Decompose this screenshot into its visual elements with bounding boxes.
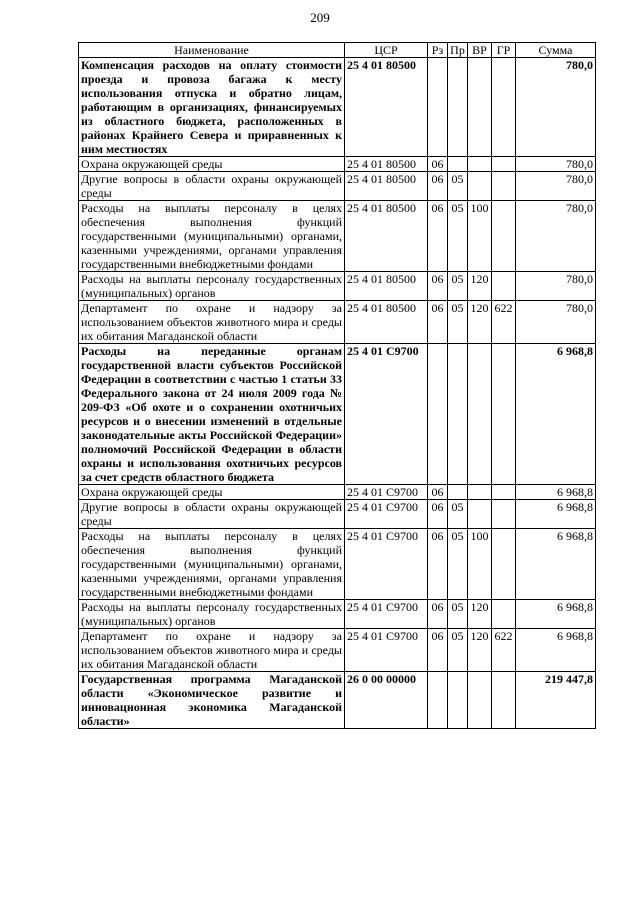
cell-vr: 100 [468, 529, 492, 600]
table-row [79, 272, 596, 301]
cell-vr [468, 157, 492, 172]
cell-name: Охрана окружающей среды [79, 157, 345, 172]
cell-name: Расходы на переданные органам государственной власти субъектов Российской Федерации в соответствии с частью 1 статьи 33 Федерального закона от 24 июля 2009 года № 209-ФЗ «Об охоте и о сохранении охотничьих ресурсов и о внесении изменений в отдельные законодательные акты Российской Федерации» полномочий Российской Федерации в области охраны и использования охотничьих ресурсов за счет средств областного бюджета [79, 344, 345, 485]
cell-rz: 06 [428, 600, 448, 629]
table-row [79, 629, 596, 672]
table-row [79, 672, 596, 729]
cell-csr: 25 4 01 80500 [345, 272, 428, 301]
cell-vr: 120 [468, 272, 492, 301]
cell-csr: 25 4 01 С9700 [345, 485, 428, 500]
cell-sum: 780,0 [516, 272, 596, 301]
table-row [79, 172, 596, 201]
cell-csr: 25 4 01 С9700 [345, 500, 428, 529]
cell-csr: 25 4 01 80500 [345, 201, 428, 272]
cell-name: Расходы на выплаты персоналу в целях обеспечения выполнения функций государственными (муниципальными) органами, казенными учреждениями, органами управления государственными внебюджетными фондами [79, 201, 345, 272]
cell-sum: 6 968,8 [516, 529, 596, 600]
cell-gr [492, 58, 516, 157]
cell-rz [428, 58, 448, 157]
cell-rz: 06 [428, 272, 448, 301]
cell-csr: 25 4 01 80500 [345, 157, 428, 172]
cell-vr: 120 [468, 301, 492, 344]
cell-pr: 05 [448, 301, 468, 344]
table-row [79, 58, 596, 157]
header-rz: Рз [428, 43, 448, 58]
cell-gr [492, 529, 516, 600]
cell-pr: 05 [448, 272, 468, 301]
header-pr: Пр [448, 43, 468, 58]
cell-csr: 25 4 01 С9700 [345, 344, 428, 485]
cell-rz [428, 344, 448, 485]
cell-name: Расходы на выплаты персоналу государственных (муниципальных) органов [79, 272, 345, 301]
table-header-row [79, 43, 596, 58]
cell-rz: 06 [428, 500, 448, 529]
cell-vr [468, 485, 492, 500]
table-row [79, 301, 596, 344]
cell-csr: 26 0 00 00000 [345, 672, 428, 729]
header-name: Наименование [79, 43, 345, 58]
cell-sum: 6 968,8 [516, 600, 596, 629]
cell-pr [448, 485, 468, 500]
header-csr: ЦСР [345, 43, 428, 58]
cell-pr: 05 [448, 600, 468, 629]
cell-gr [492, 272, 516, 301]
table-row [79, 201, 596, 272]
cell-rz: 06 [428, 157, 448, 172]
cell-sum: 6 968,8 [516, 629, 596, 672]
cell-csr: 25 4 01 80500 [345, 58, 428, 157]
cell-csr: 25 4 01 С9700 [345, 529, 428, 600]
header-vr: ВР [468, 43, 492, 58]
table-row [79, 344, 596, 485]
cell-sum: 6 968,8 [516, 344, 596, 485]
cell-gr [492, 344, 516, 485]
cell-pr: 05 [448, 529, 468, 600]
cell-gr [492, 600, 516, 629]
cell-name: Расходы на выплаты персоналу в целях обеспечения выполнения функций государственными (муниципальными) органами, казенными учреждениями, органами управления государственными внебюджетными фондами [79, 529, 345, 600]
cell-sum: 780,0 [516, 201, 596, 272]
cell-rz [428, 672, 448, 729]
cell-gr [492, 172, 516, 201]
cell-rz: 06 [428, 529, 448, 600]
cell-name: Компенсация расходов на оплату стоимости проезда и провоза багажа к месту использования отпуска и обратно лицам, работающим в организациях, финансируемых из областного бюджета, расположенных в районах Крайнего Севера и приравненных к ним местностях [79, 58, 345, 157]
cell-csr: 25 4 01 80500 [345, 301, 428, 344]
cell-gr [492, 157, 516, 172]
cell-rz: 06 [428, 485, 448, 500]
cell-gr [492, 500, 516, 529]
cell-rz: 06 [428, 301, 448, 344]
cell-gr [492, 672, 516, 729]
cell-name: Департамент по охране и надзору за использованием объектов животного мира и среды их обитания Магаданской области [79, 629, 345, 672]
budget-table [78, 42, 596, 729]
cell-rz: 06 [428, 629, 448, 672]
cell-sum: 780,0 [516, 172, 596, 201]
cell-csr: 25 4 01 80500 [345, 172, 428, 201]
page-number: 209 [310, 10, 330, 25]
table-row [79, 500, 596, 529]
cell-gr: 622 [492, 301, 516, 344]
cell-pr [448, 672, 468, 729]
cell-sum: 780,0 [516, 157, 596, 172]
cell-gr [492, 485, 516, 500]
cell-sum: 6 968,8 [516, 500, 596, 529]
cell-vr [468, 672, 492, 729]
cell-vr [468, 172, 492, 201]
cell-name: Другие вопросы в области охраны окружающей среды [79, 172, 345, 201]
cell-name: Охрана окружающей среды [79, 485, 345, 500]
cell-pr [448, 157, 468, 172]
cell-pr [448, 58, 468, 157]
cell-pr: 05 [448, 500, 468, 529]
cell-name: Департамент по охране и надзору за использованием объектов животного мира и среды их обитания Магаданской области [79, 301, 345, 344]
cell-pr: 05 [448, 172, 468, 201]
cell-gr [492, 201, 516, 272]
table-row [79, 529, 596, 600]
cell-pr [448, 344, 468, 485]
cell-pr: 05 [448, 201, 468, 272]
cell-name: Государственная программа Магаданской области «Экономическое развитие и инновационная экономика Магаданской области» [79, 672, 345, 729]
cell-gr: 622 [492, 629, 516, 672]
cell-csr: 25 4 01 С9700 [345, 629, 428, 672]
cell-sum: 780,0 [516, 58, 596, 157]
cell-name: Другие вопросы в области охраны окружающей среды [79, 500, 345, 529]
cell-vr [468, 58, 492, 157]
header-sum: Сумма [516, 43, 596, 58]
cell-name: Расходы на выплаты персоналу государственных (муниципальных) органов [79, 600, 345, 629]
cell-pr: 05 [448, 629, 468, 672]
cell-rz: 06 [428, 172, 448, 201]
cell-sum: 219 447,8 [516, 672, 596, 729]
table-row [79, 485, 596, 500]
table-row [79, 157, 596, 172]
cell-vr: 120 [468, 600, 492, 629]
cell-rz: 06 [428, 201, 448, 272]
cell-sum: 6 968,8 [516, 485, 596, 500]
table-row [79, 600, 596, 629]
cell-vr [468, 500, 492, 529]
cell-csr: 25 4 01 С9700 [345, 600, 428, 629]
cell-vr: 120 [468, 629, 492, 672]
cell-vr: 100 [468, 201, 492, 272]
cell-vr [468, 344, 492, 485]
cell-sum: 780,0 [516, 301, 596, 344]
header-gr: ГР [492, 43, 516, 58]
